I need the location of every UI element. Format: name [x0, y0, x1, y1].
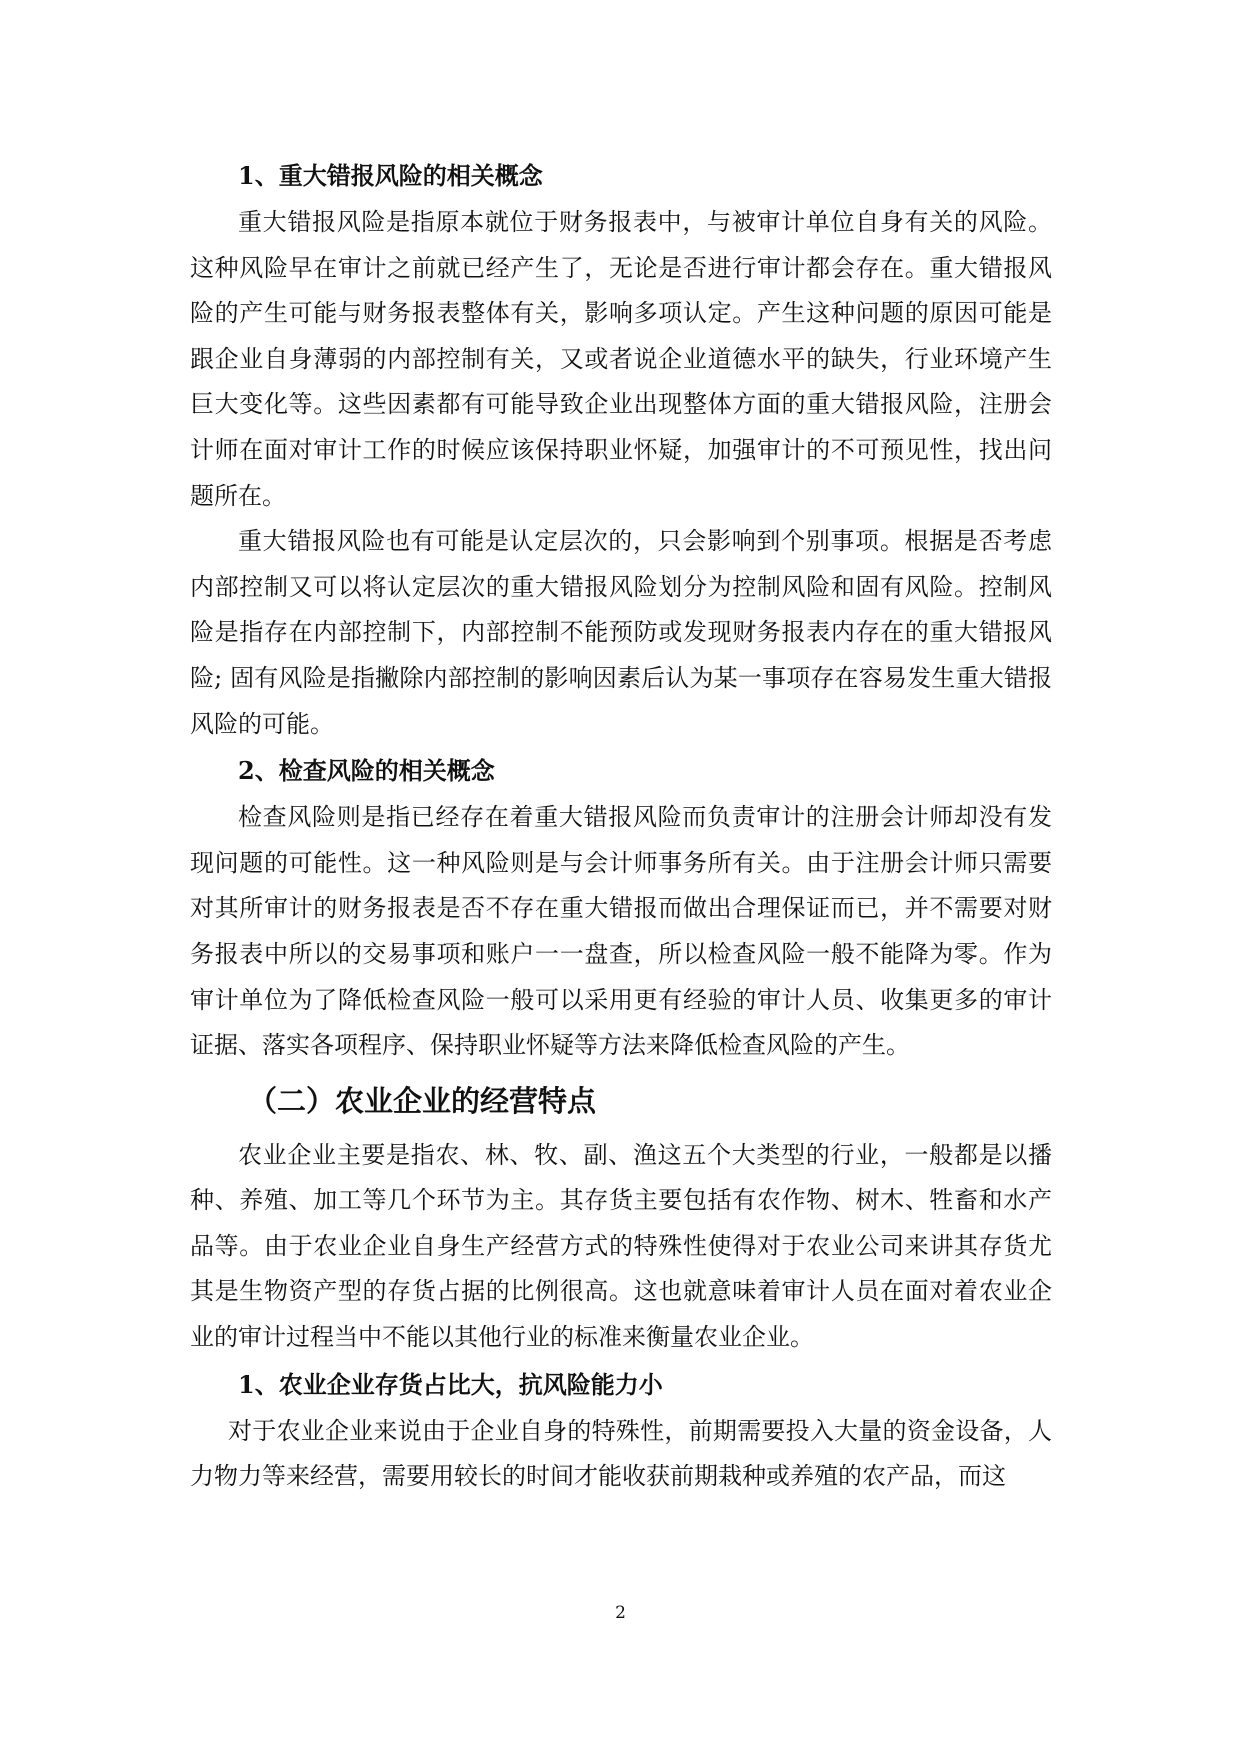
- paragraph-material-misstatement-definition: 重大错报风险是指原本就位于财务报表中，与被审计单位自身有关的风险。这种风险早在审计之前就已经产生了，无论是否进行审计都会存在。重大错报风险的产生可能与财务报表整体有关，影响多项认定。产生这种问题的原因可能是跟企业自身薄弱的内部控制有关，又或者说企业道德水平的缺失，行业环境产生巨大变化等。这些因素都有可能导致企业出现整体方面的重大错报风险，注册会计师在面对审计工作的时候应该保持职业怀疑，加强审计的不可预见性，找出问题所在。: [190, 208, 1052, 510]
- chapter-heading-agricultural-business: （二）农业企业的经营特点: [248, 1083, 597, 1118]
- page-number: 2: [615, 1603, 626, 1623]
- page-body: [190, 152, 1052, 1500]
- paragraph-detection-risk-definition: 检查风险则是指已经存在着重大错报风险而负责审计的注册会计师却没有发现问题的可能性。这一种风险则是与会计师事务所有关。由于注册会计师只需要对其所审计的财务报表是否不存在重大错报而做出合理保证而已，并不需要对财务报表中所以的交易事项和账户一一盘查，所以检查风险一般不能降为零。作为审计单位为了降低检查风险一般可以采用更有经验的审计人员、收集更多的审计证据、落实各项程序、保持职业怀疑等方法来降低检查风险的产生。: [190, 803, 1052, 1060]
- section-heading-detection-risk: 2、检查风险的相关概念: [238, 756, 495, 786]
- paragraph-agricultural-business-overview: 农业企业主要是指农、林、牧、副、渔这五个大类型的行业，一般都是以播种、养殖、加工等几个环节为主。其存货主要包括有农作物、树木、牲畜和水产品等。由于农业企业自身生产经营方式的特殊性使得对于农业公司来讲其存货尤其是生物资产型的存货占据的比例很高。这也就意味着审计人员在面对着农业企业的审计过程当中不能以其他行业的标准来衡量农业企业。: [190, 1140, 1052, 1352]
- paragraph-inventory-ratio: 对于农业企业来说由于企业自身的特殊性，前期需要投入大量的资金设备，人力物力等来经营，需要用较长的时间才能收获前期栽种或养殖的农产品，而这: [190, 1416, 1052, 1491]
- subsection-heading-inventory-ratio: 1、农业企业存货占比大，抗风险能力小: [238, 1369, 663, 1399]
- paragraph-assertion-level-risk: 重大错报风险也有可能是认定层次的，只会影响到个别事项。根据是否考虑内部控制又可以将认定层次的重大错报风险划分为控制风险和固有风险。控制风险是指存在内部控制下，内部控制不能预防或发现财务报表内存在的重大错报风险; 固有风险是指撇除内部控制的影响因素后认为某一事项存在容易发生重大错报风险的可能。: [190, 527, 1052, 738]
- section-heading-material-misstatement-risk: 1、重大错报风险的相关概念: [238, 161, 543, 190]
